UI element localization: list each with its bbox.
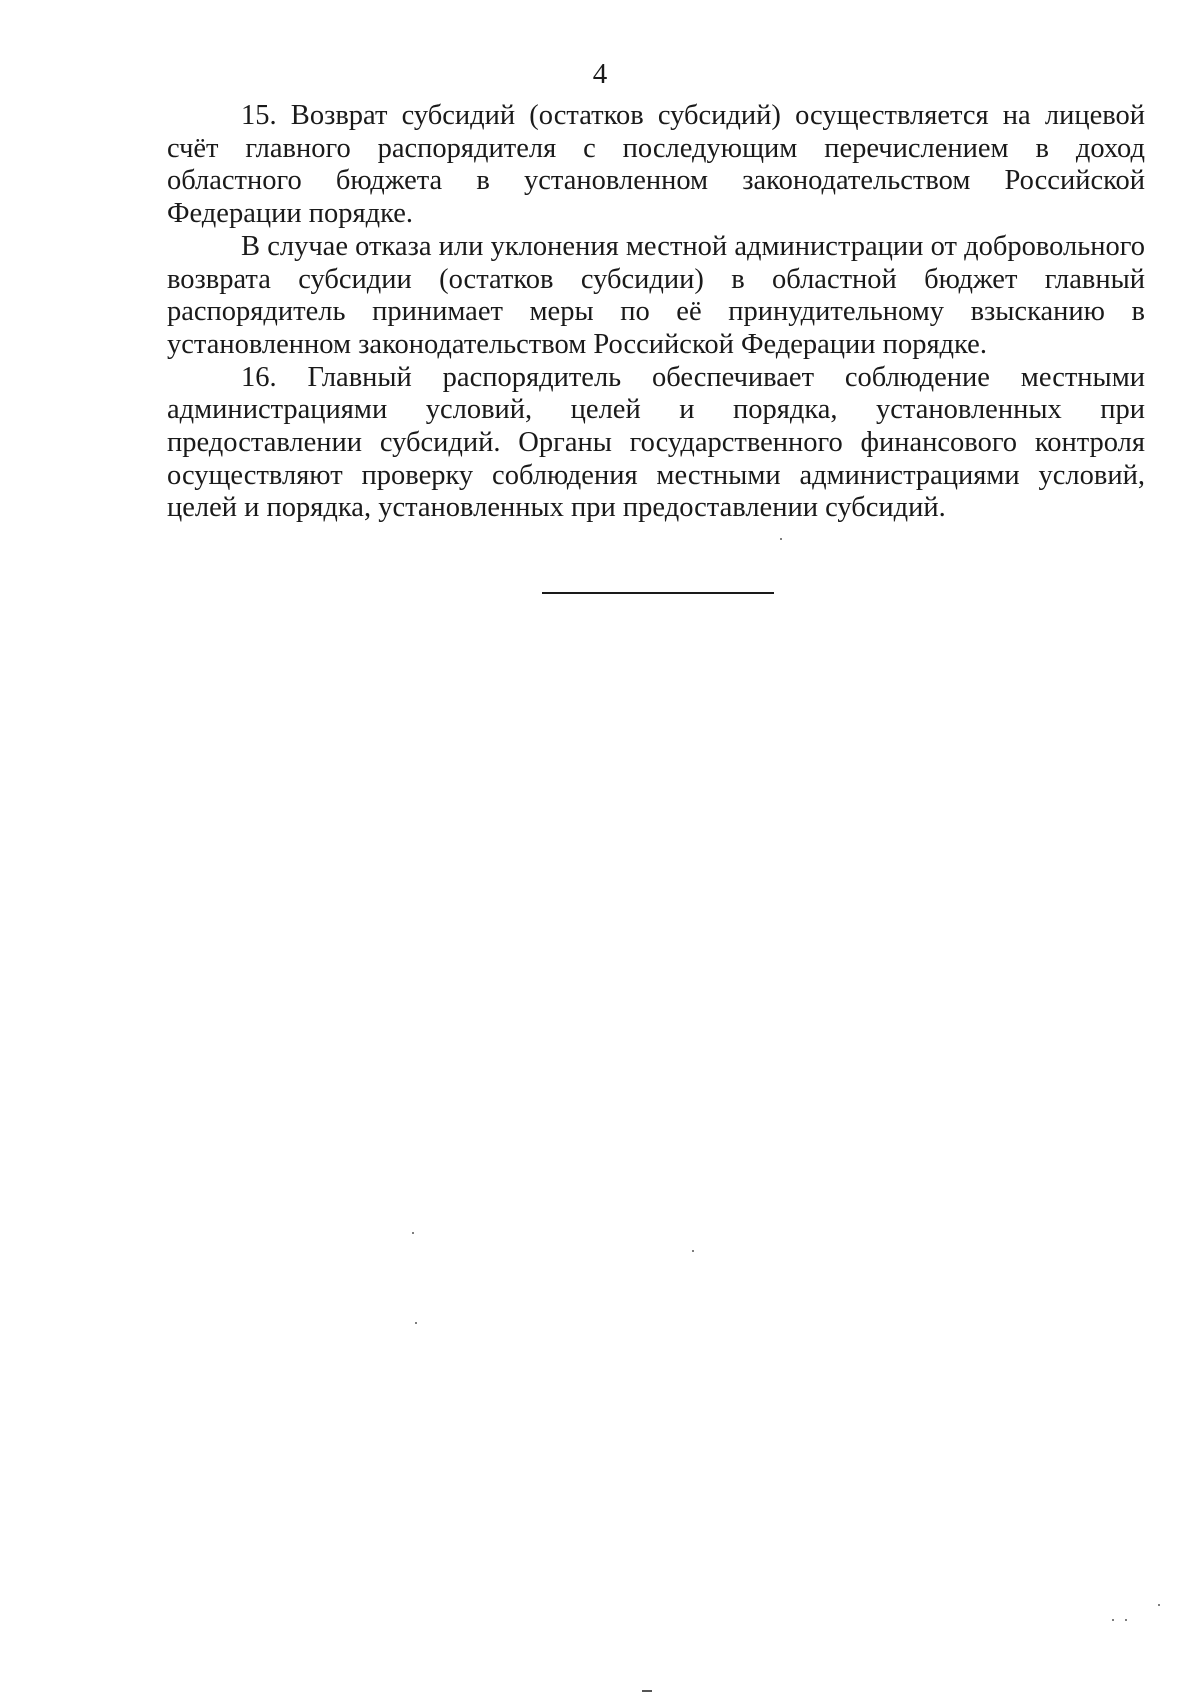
- scan-speck: [1112, 1619, 1114, 1621]
- scan-speck: [780, 538, 782, 540]
- paragraph-15: 15. Возврат субсидий (остатков субсидий) осуществляется на лицевой счёт главного распорядителя с последующим перечислением в доход областного бюджета в установленном законодательством Российской Федерации порядке.: [167, 100, 1145, 230]
- document-body: [167, 100, 1145, 525]
- page-number: 4: [592, 58, 608, 90]
- scan-speck: [1158, 1604, 1160, 1606]
- scan-speck: [412, 1232, 414, 1234]
- scan-speck: [642, 1690, 652, 1692]
- end-of-document-rule: [542, 592, 774, 594]
- scan-speck: [692, 1250, 694, 1252]
- scan-speck: [1125, 1619, 1127, 1621]
- paragraph-16: 16. Главный распорядитель обеспечивает соблюдение местными администрациями условий, целей и порядка, установленных при предоставлении субсидий. Органы государственного финансового контроля осуществляют проверку соблюдения местными администрациями условий, целей и порядка, установленных при предоставлении субсидий.: [167, 361, 1145, 524]
- scan-speck: [415, 1322, 417, 1324]
- paragraph-refusal: В случае отказа или уклонения местной администрации от добровольного возврата субсидии (остатков субсидии) в областной бюджет главный распорядитель принимает меры по её принудительному взысканию в установленном законодательством Российской Федерации порядке.: [167, 230, 1145, 360]
